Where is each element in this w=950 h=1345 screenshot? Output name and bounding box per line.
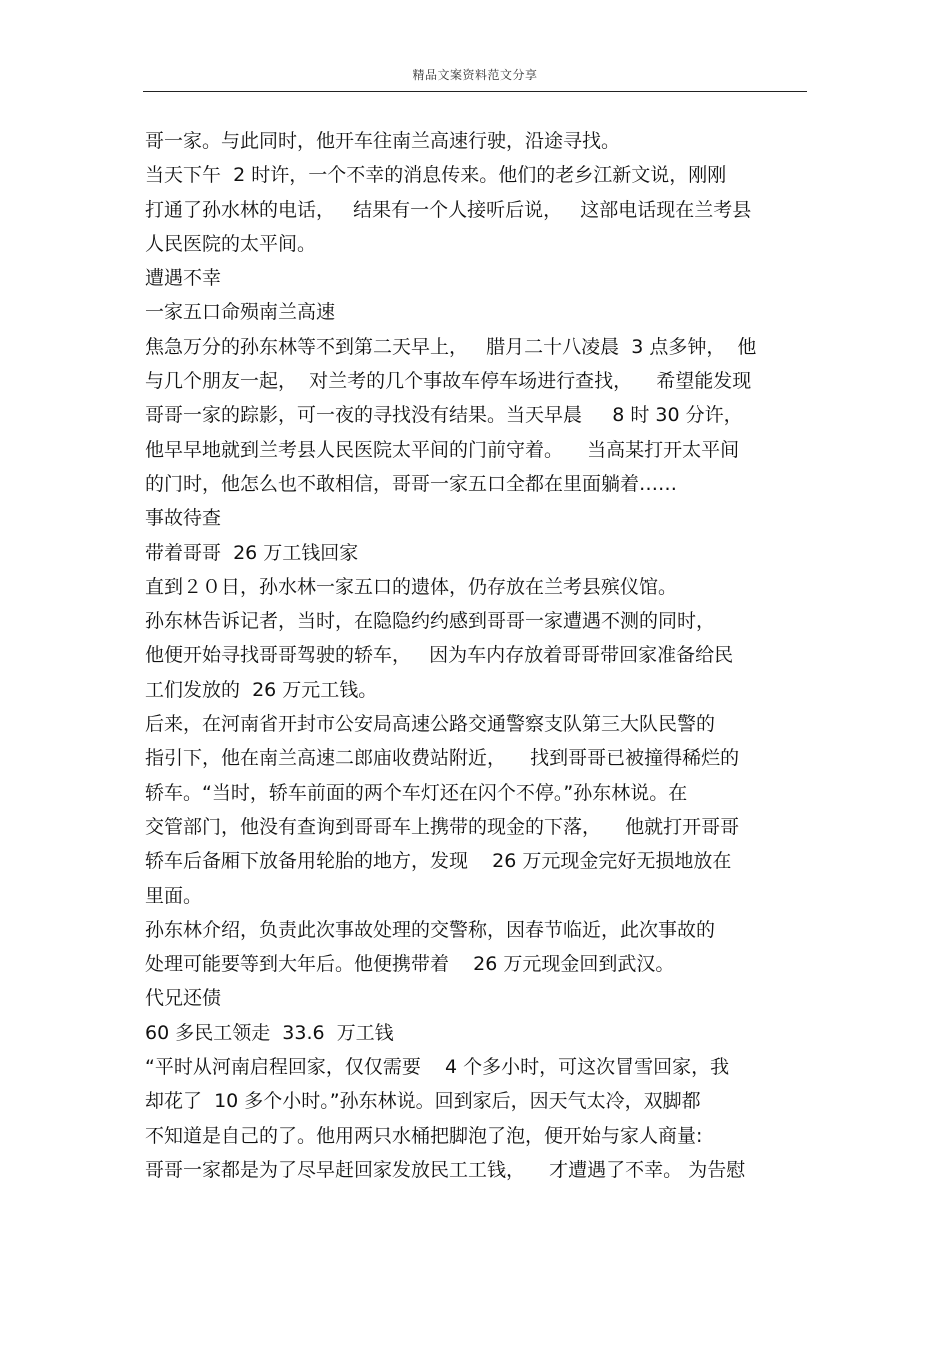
- text-line: 当天下午 2 时许，一个不幸的消息传来。他们的老乡江新文说，刚刚: [145, 164, 727, 187]
- text-line: 直到２０日，孙水林一家五口的遗体，仍存放在兰考县殡仪馆。: [145, 575, 678, 598]
- section-heading: 代兄还债: [145, 987, 222, 1010]
- text-line: 焦急万分的孙东林等不到第二天早上， 腊月二十八凌晨 3 点多钟， 他: [145, 335, 757, 358]
- text-line: 不知道是自己的了。他用两只水桶把脚泡了泡，便开始与家人商量:: [145, 1124, 703, 1147]
- text-line: 与几个朋友一起， 对兰考的几个事故车停车场进行查找， 希望能发现: [145, 370, 752, 393]
- section-subheading: 带着哥哥 26 万工钱回家: [145, 541, 359, 564]
- text-line: “平时从河南启程回家，仅仅需要 4 个多小时，可这次冒雪回家，我: [145, 1056, 730, 1079]
- text-line: 他早早地就到兰考县人民医院太平间的门前守着。 当高某打开太平间: [145, 438, 740, 461]
- text-line: 处理可能要等到大年后。他便携带着 26 万元现金回到武汉。: [145, 953, 675, 976]
- section-heading: 事故待查: [145, 507, 222, 530]
- text-line: 却花了 10 多个小时。”孙东林说。回到家后，因天气太冷，双脚都: [145, 1090, 701, 1113]
- text-line: 打通了孙水林的电话， 结果有一个人接听后说， 这部电话现在兰考县: [145, 198, 752, 221]
- page-header: 精品文案资料范文分享: [412, 68, 538, 82]
- section-subheading: 一家五口命殒南兰高速: [145, 301, 336, 324]
- text-line: 里面。: [145, 884, 203, 907]
- section-heading: 遭遇不幸: [145, 267, 222, 290]
- text-line: 指引下，他在南兰高速二郎庙收费站附近， 找到哥哥已被撞得稀烂的: [145, 747, 740, 770]
- text-line: 孙东林介绍，负责此次事故处理的交警称，因春节临近，此次事故的: [145, 918, 716, 941]
- text-line: 哥一家。与此同时，他开车往南兰高速行驶，沿途寻找。: [145, 130, 621, 152]
- text-line: 轿车后备厢下放备用轮胎的地方，发现 26 万元现金完好无损地放在: [145, 850, 732, 873]
- text-line: 后来，在河南省开封市公安局高速公路交通警察支队第三大队民警的: [145, 713, 716, 736]
- text-line: 孙东林告诉记者，当时，在隐隐约约感到哥哥一家遭遇不测的同时，: [145, 610, 716, 633]
- text-line: 轿车。“当时，轿车前面的两个车灯还在闪个不停。”孙东林说。在: [145, 781, 688, 804]
- text-line: 工们发放的 26 万元工钱。: [145, 678, 378, 701]
- text-line: 哥哥一家都是为了尽早赶回家发放民工工钱， 才遭遇了不幸。 为告慰: [145, 1158, 746, 1181]
- text-line: 人民医院的太平间。: [145, 232, 317, 255]
- header-divider: [143, 91, 807, 92]
- section-subheading: 60 多民工领走 33.6 万工钱: [145, 1021, 394, 1044]
- document-body: [145, 124, 815, 1187]
- text-line: 交管部门，他没有查询到哥哥车上携带的现金的下落， 他就打开哥哥: [145, 815, 740, 838]
- text-line: 哥哥一家的踪影，可一夜的寻找没有结果。当天早晨 8 时 30 分许，: [145, 404, 743, 427]
- text-line: 的门时，他怎么也不敢相信，哥哥一家五口全都在里面躺着……: [145, 472, 678, 495]
- text-line: 他便开始寻找哥哥驾驶的轿车， 因为车内存放着哥哥带回家准备给民: [145, 644, 734, 667]
